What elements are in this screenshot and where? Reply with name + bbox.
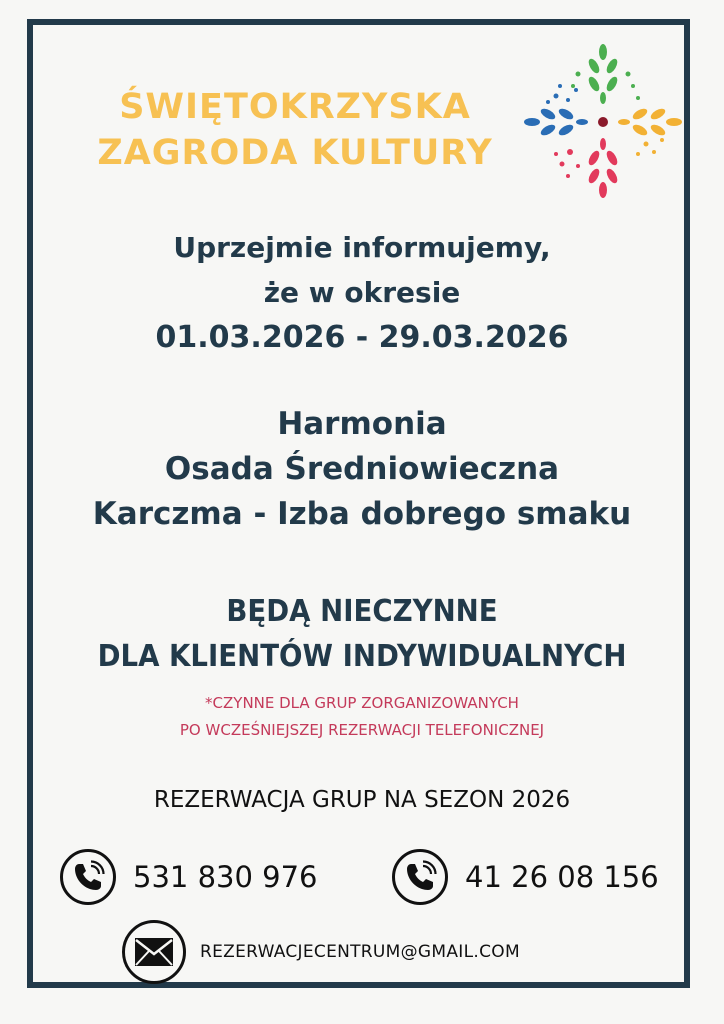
- phone-icon: [392, 849, 448, 905]
- logo-right-leaves: [618, 107, 682, 156]
- title-line-1: ŚWIĘTOKRZYSKA: [119, 87, 471, 127]
- note-line-1: *CZYNNE DLA GRUP ZORGANIZOWANYCH: [205, 694, 519, 712]
- intro-text: [40, 225, 684, 360]
- logo-center: [598, 117, 608, 127]
- phone-icon: [60, 849, 116, 905]
- venue-item: Harmonia: [277, 406, 447, 442]
- closed-line-2: DLA KLIENTÓW INDYWIDUALNYCH: [97, 639, 627, 674]
- envelope-icon: [122, 920, 186, 984]
- venue-item: Osada Średniowieczna: [164, 451, 560, 487]
- logo-left-leaves: [524, 84, 588, 137]
- venue-list: [40, 402, 684, 537]
- note-line-2: PO WCZEŚNIEJSZEJ REZERWACJI TELEFONICZNEJ: [179, 721, 545, 739]
- season-heading: REZERWACJA GRUP NA SEZON 2026: [153, 787, 571, 813]
- date-range: 01.03.2026 - 29.03.2026: [155, 320, 569, 355]
- logo-bottom-leaves: [554, 138, 619, 198]
- logo-top-leaves: [571, 44, 640, 104]
- email-address[interactable]: REZERWACJECENTRUM@GMAIL.COM: [200, 942, 520, 962]
- email-contact[interactable]: [122, 920, 520, 984]
- phone-contact-1[interactable]: [60, 849, 318, 905]
- group-note: [40, 690, 684, 744]
- phone-contact-2[interactable]: [392, 849, 659, 905]
- organization-title: [60, 84, 530, 176]
- phone-number-1[interactable]: 531 830 976: [133, 860, 318, 894]
- folk-flower-logo: [518, 40, 688, 205]
- intro-line-1: Uprzejmie informujemy,: [173, 231, 551, 264]
- closed-notice: [40, 589, 684, 679]
- intro-line-2: że w okresie: [263, 276, 461, 309]
- phone-number-2[interactable]: 41 26 08 156: [465, 860, 659, 894]
- closed-line-1: BĘDĄ NIECZYNNE: [226, 594, 498, 629]
- title-line-2: ZAGRODA KULTURY: [97, 133, 493, 173]
- venue-item: Karczma - Izba dobrego smaku: [92, 496, 632, 532]
